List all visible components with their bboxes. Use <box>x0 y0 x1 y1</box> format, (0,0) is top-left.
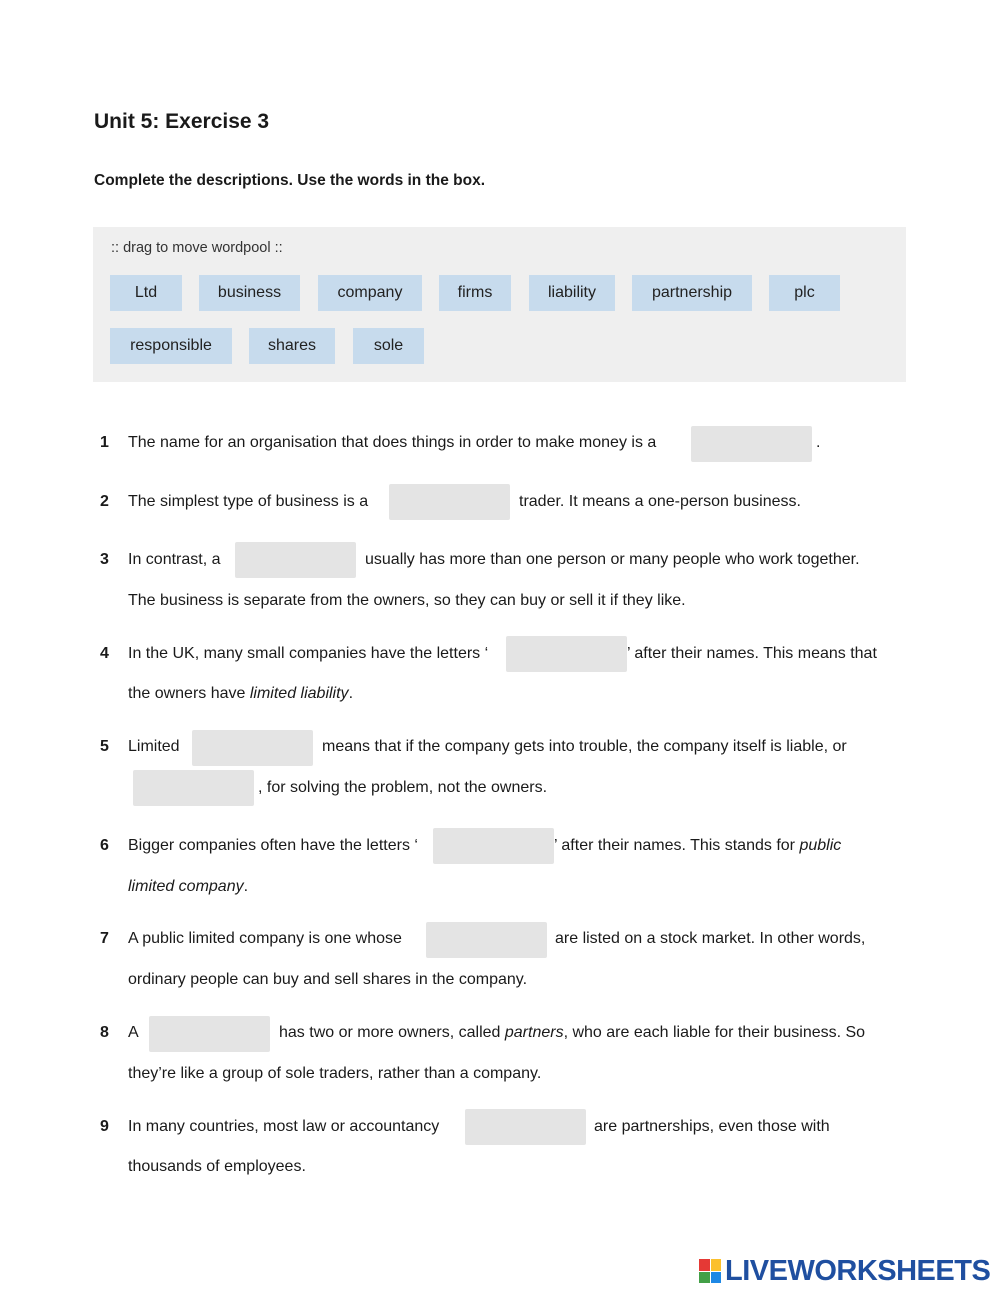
question-text: Bigger companies often have the letters ‘ <box>128 837 418 854</box>
question-text: In many countries, most law or accountancy <box>128 1118 440 1135</box>
answer-blank-2[interactable] <box>389 484 510 520</box>
question-text: are partnerships, even those with <box>594 1118 830 1135</box>
question-text-line <box>554 837 841 855</box>
answer-blank-9[interactable] <box>465 1109 586 1145</box>
question-text: are listed on a stock market. In other words, <box>555 930 866 947</box>
word-chip-partnership[interactable]: partnership <box>632 275 752 311</box>
question-number: 9 <box>100 1118 109 1135</box>
question-number: 8 <box>100 1024 109 1041</box>
question-number: 6 <box>100 837 109 854</box>
question-text: A <box>128 1024 139 1041</box>
question-text: , for solving the problem, not the owners. <box>258 779 548 796</box>
answer-blank-5b[interactable] <box>133 770 254 806</box>
word-chip-liability[interactable]: liability <box>529 275 615 311</box>
question-text: . <box>816 434 821 451</box>
question-text: The name for an organisation that does things in order to make money is a <box>128 434 657 451</box>
question-text-italic: partners <box>504 1024 564 1041</box>
wordpool[interactable] <box>93 227 906 382</box>
question-text: thousands of employees. <box>128 1158 306 1175</box>
question-text: Limited <box>128 738 180 755</box>
question-text: trader. It means a one-person business. <box>519 493 801 510</box>
question-text: A public limited company is one whose <box>128 930 402 947</box>
question-text-line <box>128 878 248 896</box>
answer-blank-5a[interactable] <box>192 730 313 766</box>
question-number: 1 <box>100 434 109 451</box>
word-chip-shares[interactable]: shares <box>249 328 335 364</box>
question-text: , who are each liable for their business. So <box>563 1024 866 1041</box>
question-text-italic: limited liability <box>249 685 349 702</box>
question-text: In the UK, many small companies have the letters ‘ <box>128 645 489 662</box>
word-chip-ltd[interactable]: Ltd <box>110 275 182 311</box>
wordpool-drag-handle[interactable]: :: drag to move wordpool :: <box>111 240 283 256</box>
question-number: 4 <box>100 645 109 662</box>
answer-blank-7[interactable] <box>426 922 547 958</box>
word-chip-responsible[interactable]: responsible <box>110 328 232 364</box>
instruction-text: Complete the descriptions. Use the words in the box. <box>94 172 486 189</box>
answer-blank-6[interactable] <box>433 828 554 864</box>
question-text-italic: limited company <box>128 878 244 895</box>
word-chip-sole[interactable]: sole <box>353 328 424 364</box>
question-number: 5 <box>100 738 109 755</box>
question-text: they’re like a group of sole traders, rather than a company. <box>128 1065 542 1082</box>
page-title: Unit 5: Exercise 3 <box>94 110 270 133</box>
liveworksheets-logo[interactable] <box>699 1256 990 1286</box>
question-text: the owners have <box>128 685 250 702</box>
question-number: 2 <box>100 493 109 510</box>
word-chip-plc[interactable]: plc <box>769 275 840 311</box>
question-text: In contrast, a <box>128 551 221 568</box>
logo-blocks-icon <box>699 1259 721 1283</box>
question-number: 7 <box>100 930 109 947</box>
question-text: means that if the company gets into trouble, the company itself is liable, or <box>322 738 847 755</box>
question-text-line <box>279 1024 865 1042</box>
question-text-italic: public <box>799 837 842 854</box>
question-text: ’ after their names. This stands for <box>554 837 800 854</box>
word-chip-company[interactable]: company <box>318 275 422 311</box>
question-text: . <box>243 878 249 895</box>
answer-blank-1[interactable] <box>691 426 812 462</box>
word-chip-business[interactable]: business <box>199 275 300 311</box>
answer-blank-8[interactable] <box>149 1016 270 1052</box>
answer-blank-3[interactable] <box>235 542 356 578</box>
answer-blank-4[interactable] <box>506 636 627 672</box>
question-text: ordinary people can buy and sell shares in the company. <box>128 971 528 988</box>
question-number: 3 <box>100 551 109 568</box>
logo-text: LIVEWORKSHEETS <box>725 1254 991 1287</box>
question-text: ’ after their names. This means that <box>627 645 877 662</box>
word-chip-firms[interactable]: firms <box>439 275 511 311</box>
question-text: has two or more owners, called <box>279 1024 505 1041</box>
question-text-line <box>128 685 353 703</box>
question-text: usually has more than one person or many people who work together. <box>365 551 860 568</box>
question-text: . <box>348 685 354 702</box>
question-text: The simplest type of business is a <box>128 493 369 510</box>
question-text: The business is separate from the owners, so they can buy or sell it if they like. <box>128 592 686 609</box>
